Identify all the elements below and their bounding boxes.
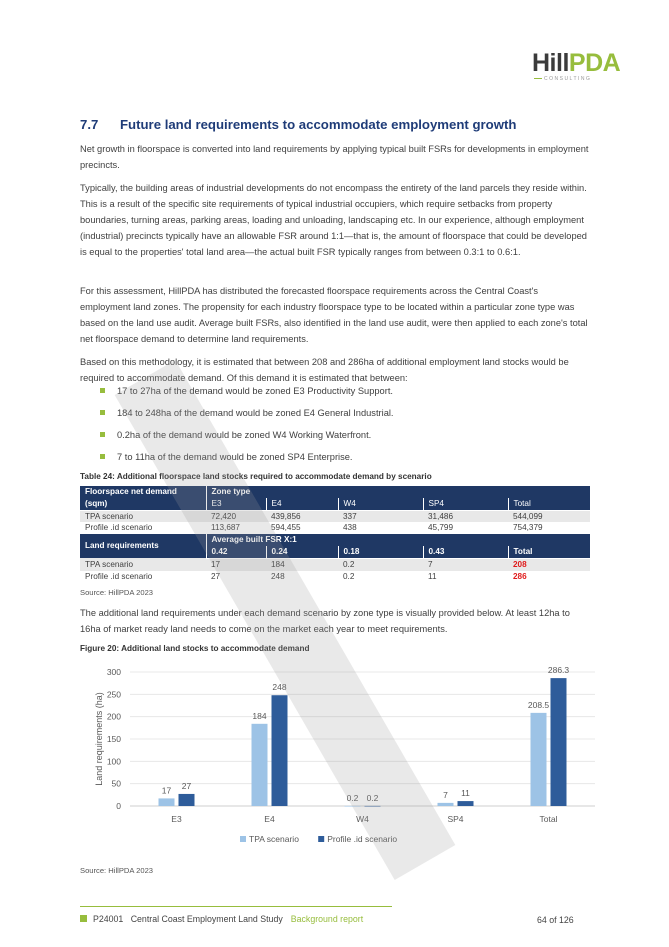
table-col-header: SP4 bbox=[423, 498, 508, 510]
legend-swatch bbox=[240, 836, 246, 842]
bullet-item: 0.2ha of the demand would be zoned W4 Working Waterfront. bbox=[100, 428, 394, 450]
section-number: 7.7 bbox=[80, 117, 99, 132]
footer-divider bbox=[80, 906, 392, 907]
footer-title: Central Coast Employment Land Study bbox=[130, 914, 283, 924]
bullet-list bbox=[100, 384, 394, 472]
y-tick-label: 150 bbox=[106, 734, 121, 744]
figure-source: Source: HillPDA 2023 bbox=[80, 866, 154, 875]
table-row: Profile .id scenario 27 248 0.2 11 286 bbox=[80, 571, 590, 583]
data-label: 17 bbox=[161, 785, 172, 796]
paragraph-after-table: The additional land requirements under each demand scenario by zone type is visually provided below. At least 12ha to 16ha of market ready land needs to come on the market each year to meet requirements. bbox=[80, 608, 570, 635]
table-fsr-value: 0.43 bbox=[423, 546, 508, 558]
data-label: 0.2 bbox=[366, 792, 379, 803]
footer-project: P24001 bbox=[93, 914, 124, 924]
table-fsr-value: 0.18 bbox=[338, 546, 423, 558]
table-col-header: E4 bbox=[266, 498, 338, 510]
logo-brand-b: PDA bbox=[568, 49, 621, 77]
logo-tagline: CONSULTING bbox=[534, 76, 591, 82]
table-col-header: Total bbox=[508, 498, 590, 510]
table-header-fsr: Average built FSR X:1 bbox=[206, 534, 590, 546]
land-stocks-bar-chart bbox=[80, 660, 600, 855]
section-title: Future land requirements to accommodate employment growth bbox=[120, 117, 517, 132]
bullet-item: 17 to 27ha of the demand would be zoned E3 Productivity Support. bbox=[100, 384, 394, 406]
legend-swatch bbox=[318, 836, 324, 842]
footer-report: Background report bbox=[290, 914, 364, 924]
table-fsr-value: 0.42 bbox=[206, 546, 266, 558]
bullet-square-icon bbox=[100, 410, 105, 415]
y-tick-label: 0 bbox=[116, 801, 121, 811]
bullet-item: 7 to 11ha of the demand would be zoned SP4 Enterprise. bbox=[100, 450, 394, 472]
bar-profile-id-scenario bbox=[458, 801, 474, 806]
table-fsr-value: Total bbox=[508, 546, 590, 558]
bar-tpa-scenario bbox=[345, 806, 361, 807]
land-requirements-table bbox=[80, 486, 590, 582]
bar-tpa-scenario bbox=[438, 803, 454, 806]
table-header-land-requirements: Land requirements bbox=[85, 541, 159, 551]
table-col-header: W4 bbox=[338, 498, 423, 510]
logo-brand-a: Hill bbox=[532, 49, 569, 77]
bar-profile-id-scenario bbox=[365, 806, 381, 807]
y-tick-label: 300 bbox=[106, 667, 121, 677]
bullet-square-icon bbox=[100, 432, 105, 437]
bullet-square-icon bbox=[100, 454, 105, 459]
paragraph-2: Typically, the building areas of industrial developments do not encompass the entirety of the land parcels they reside within. This is a result of the specific site requirements of typical industrial occupiers, which require setbacks from property boundaries, turning areas, parking areas, loading and unloading, landscaping etc. In our experience, although employment (industrial) precincts typically have an allowable FSR around 1:1—that is, the amount of floorspace that could be developed is equal to the properties' total land area—the actual built FSR typically ranges from between 0.3:1 to 0.6:1. bbox=[80, 183, 587, 258]
y-tick-label: 250 bbox=[106, 689, 121, 700]
table-caption: Table 24: Additional floorspace land stocks required to accommodate demand by scenario bbox=[80, 472, 432, 481]
x-tick-label: W4 bbox=[356, 814, 369, 824]
legend-label: Profile .id scenario bbox=[327, 834, 398, 844]
y-tick-label: 200 bbox=[106, 711, 121, 722]
y-tick-label: 50 bbox=[111, 778, 121, 789]
table-header-floorspace: Floorspace net demand bbox=[85, 487, 177, 496]
table-fsr-value: 0.24 bbox=[266, 546, 338, 558]
bar-profile-id-scenario bbox=[272, 695, 288, 806]
bar-tpa-scenario bbox=[159, 798, 175, 806]
data-label: 286.3 bbox=[547, 665, 570, 676]
legend-label: TPA scenario bbox=[249, 834, 299, 844]
bar-tpa-scenario bbox=[531, 713, 547, 806]
data-label: 0.2 bbox=[346, 792, 359, 803]
table-source: Source: HillPDA 2023 bbox=[80, 588, 154, 597]
bullet-square-icon bbox=[100, 388, 105, 393]
table-col-header: E3 bbox=[206, 498, 266, 510]
figure-caption: Figure 20: Additional land stocks to accommodate demand bbox=[80, 644, 310, 653]
hillpda-logo bbox=[532, 50, 624, 84]
table-header-sqm: (sqm) bbox=[80, 498, 206, 510]
data-label: 7 bbox=[443, 789, 448, 800]
bar-tpa-scenario bbox=[252, 724, 268, 806]
x-tick-label: E4 bbox=[264, 814, 275, 824]
data-label: 248 bbox=[272, 682, 287, 693]
table-row: Profile .id scenario 113,687 594,455 438 45,799 754,379 bbox=[80, 522, 590, 534]
page-number: 64 of 126 bbox=[537, 915, 574, 925]
data-label: 27 bbox=[181, 780, 192, 791]
table-row: TPA scenario 72,420 439,856 337 31,486 544,099 bbox=[80, 510, 590, 522]
data-label: 208.5 bbox=[527, 699, 550, 710]
data-label: 11 bbox=[461, 788, 470, 799]
x-tick-label: Total bbox=[539, 814, 558, 824]
y-axis-label: Land requirements (ha) bbox=[94, 692, 104, 786]
paragraph-1: Net growth in floorspace is converted into land requirements by applying typical built FSRs for developments in employment precincts. bbox=[80, 144, 589, 171]
table-header-zone-type: Zone type bbox=[206, 486, 590, 498]
data-label: 184 bbox=[252, 710, 267, 721]
page-footer bbox=[80, 914, 363, 924]
x-tick-label: E3 bbox=[171, 814, 182, 824]
bar-profile-id-scenario bbox=[551, 678, 567, 806]
x-tick-label: SP4 bbox=[447, 814, 464, 824]
paragraph-3: For this assessment, HillPDA has distributed the forecasted floorspace requirements across the Central Coast's employment land zones. The propensity for each industry floorspace type to be located within a particular zone type was based on the land use audit. Average built FSRs, also identified in the land use audit, were then applied to each zone's total net floorspace demand to determine land requirements. bbox=[80, 286, 588, 345]
bar-profile-id-scenario bbox=[179, 794, 195, 806]
table-row: TPA scenario 17 184 0.2 7 208 bbox=[80, 558, 590, 570]
section-heading bbox=[80, 117, 516, 132]
paragraph-4: Based on this methodology, it is estimated that between 208 and 286ha of additional employment land stocks would be required to accommodate demand. Of this demand it is estimated that between: bbox=[80, 357, 569, 384]
y-tick-label: 100 bbox=[106, 756, 121, 767]
bullet-item: 184 to 248ha of the demand would be zoned E4 General Industrial. bbox=[100, 406, 394, 428]
footer-square-icon bbox=[80, 915, 87, 922]
